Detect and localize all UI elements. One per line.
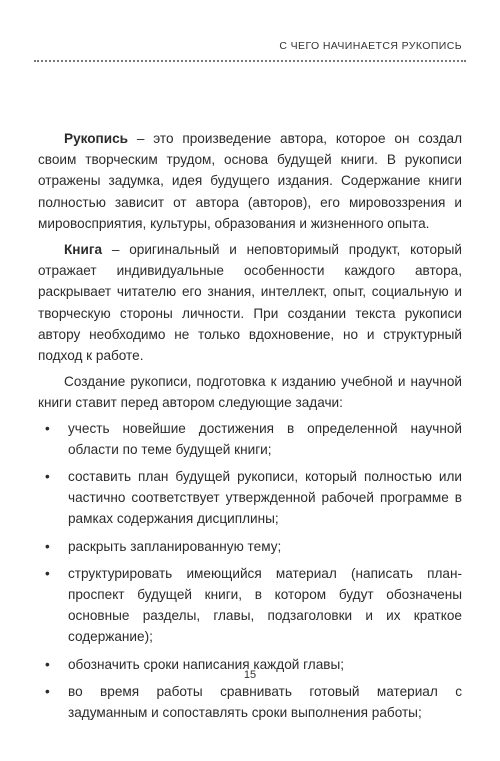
list-item [38,681,462,723]
bullet-icon: • [45,420,50,436]
bullet-icon: • [45,538,50,554]
term-book: Книга [64,242,103,258]
bullet-icon: • [45,683,50,699]
paragraph-book-definition [38,239,462,366]
list-item-text: структурировать имеющийся материал (написать план-проспект будущей книги, в котором будут обозначены основные разделы, главы, подзаголовки и их краткое содержание); [68,565,462,645]
body-text [38,128,462,729]
bullet-icon: • [45,565,50,581]
running-header: С ЧЕГО НАЧИНАЕТСЯ РУКОПИСЬ [279,40,462,52]
paragraph-manuscript-definition [38,128,462,234]
list-item [38,563,462,648]
list-item-text: учесть новейшие достижения в определенной научной области по теме будущей книги; [68,420,462,457]
paragraph-tasks-intro: Создание рукописи, подготовка к изданию учебной и научной книги ставит перед автором следующие задачи: [38,374,462,411]
list-item-text: составить план будущей рукописи, который полностью или частично соответствует утвержденной рабочей программе в рамках содержания дисциплины; [68,469,462,527]
page-number: 15 [243,669,257,681]
header-dotted-rule [34,60,466,62]
bullet-icon: • [45,469,50,485]
definition-book: – оригинальный и неповторимый продукт, который отражает индивидуальные особенности каждого автора, раскрывает читателю его знания, интеллект, опыт, социальную и творческую стороны личности. При создании текста рукописи автору необходимо не только вдохновение, но и структурный подход к работе. [38,242,462,364]
list-item-text: обозначить сроки написания каждой главы; [68,656,345,672]
list-item-text: раскрыть запланированную тему; [68,538,282,554]
term-manuscript: Рукопись [64,131,129,146]
list-item-text: во время работы сравнивать готовый материал с задуманным и сопоставлять сроки выполнения работы; [68,683,462,721]
list-item [38,536,462,557]
list-item [38,418,462,460]
list-item [38,466,462,530]
bullet-icon: • [45,656,50,672]
definition-manuscript: – это произведение автора, которое он создал своим творческим трудом, основа будущей книги. В рукописи отражены задумка, идея будущего издания. Содержание книги полностью зависит от автора (авторов), его мировоззрения и мировосприятия, культуры, образования и жизненного опыта. [38,131,462,231]
